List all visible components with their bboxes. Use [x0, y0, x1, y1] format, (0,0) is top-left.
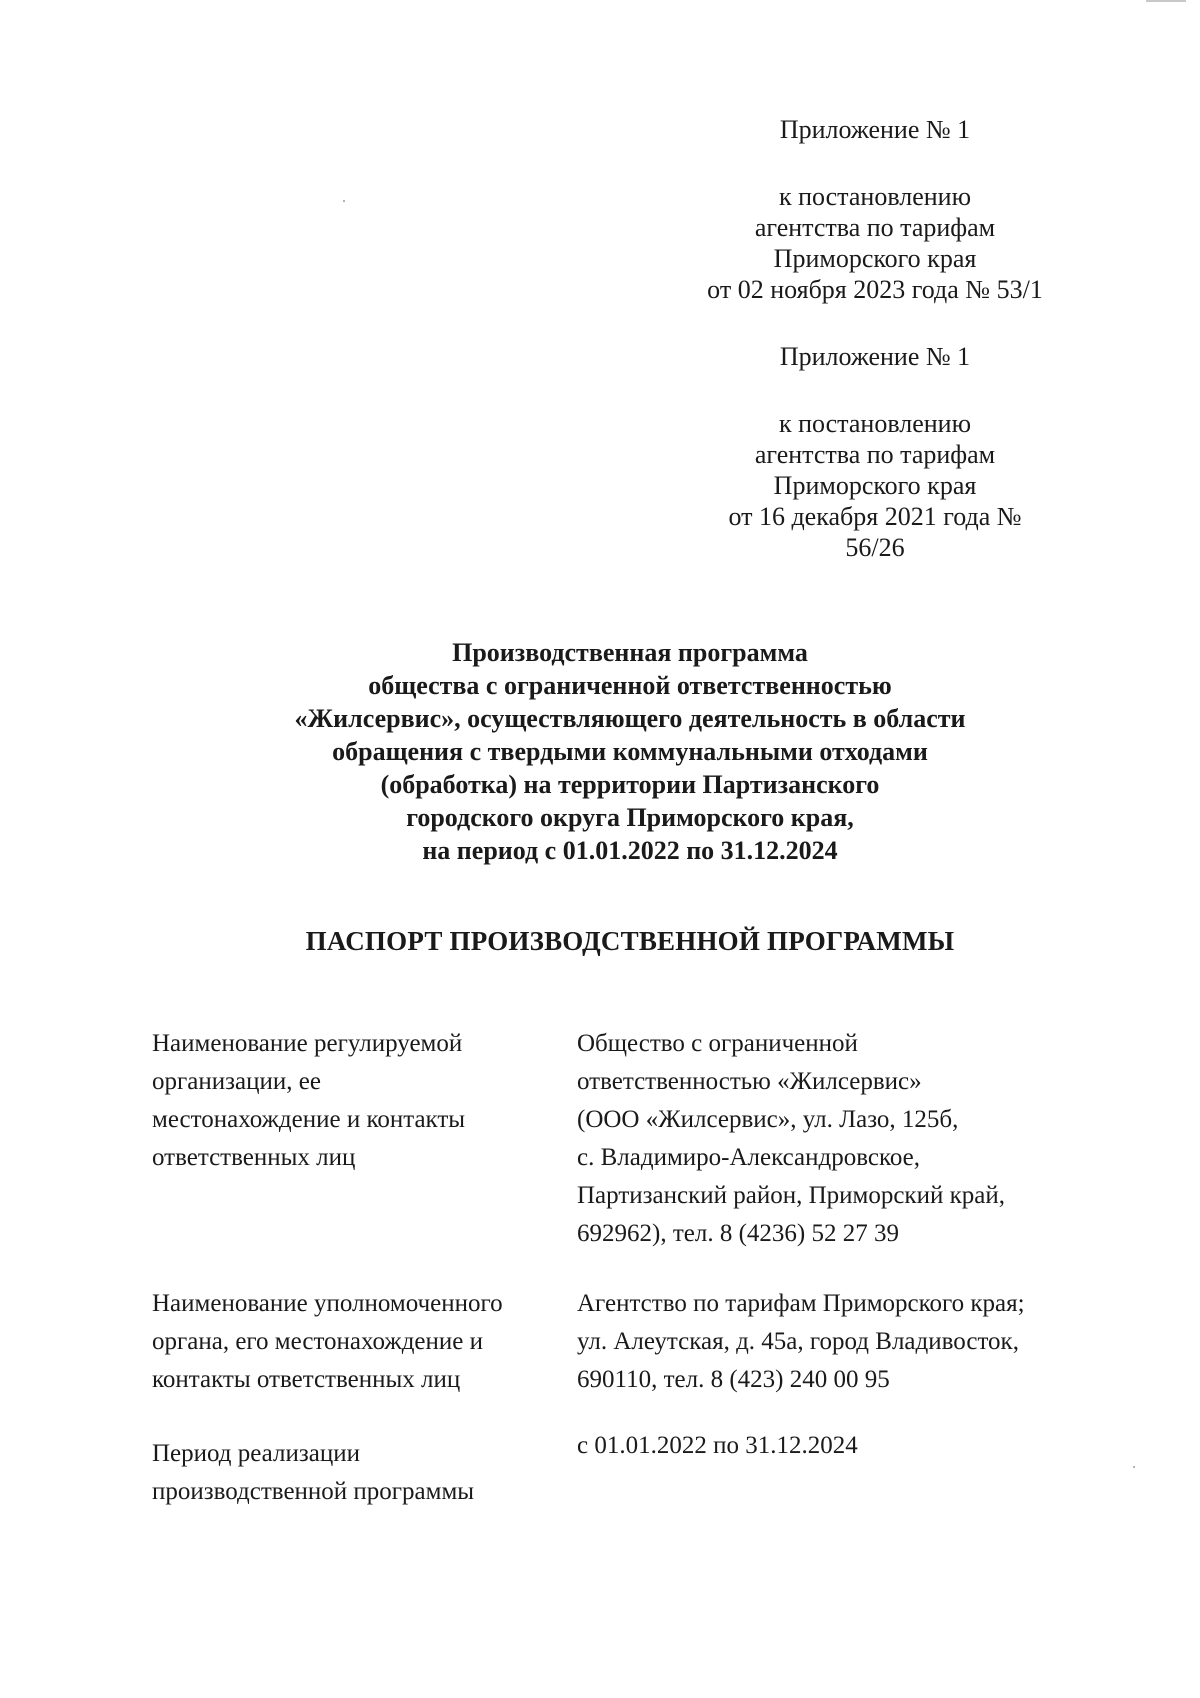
- label-line: Период реализации: [152, 1440, 360, 1467]
- program-title-line: обращения с твердыми коммунальными отходами: [332, 737, 928, 766]
- appendix-current-line2: агентства по тарифам: [754, 213, 996, 242]
- appendix-original-line3: Приморского края: [773, 471, 977, 500]
- value-line: с. Владимиро-Александровское,: [577, 1144, 920, 1171]
- value-line: Агентство по тарифам Приморского края;: [577, 1290, 1025, 1317]
- label-line: Наименование уполномоченного: [152, 1290, 503, 1317]
- program-title-line: городского округа Приморского края,: [406, 803, 854, 832]
- value-line: 692962), тел. 8 (4236) 52 27 39: [577, 1220, 899, 1247]
- appendix-current-line1: к постановлению: [778, 182, 972, 211]
- appendix-original-line1: к постановлению: [778, 409, 972, 438]
- label-line: местонахождение и контакты: [152, 1106, 466, 1133]
- value-line: Партизанский район, Приморский край,: [577, 1182, 1005, 1209]
- program-title-line: (обработка) на территории Партизанского: [380, 770, 880, 799]
- label-line: ответственных лиц: [152, 1144, 356, 1171]
- program-title-line: «Жилсервис», осуществляющего деятельность в области: [294, 704, 966, 733]
- program-title-line: общества с ограниченной ответственностью: [368, 671, 892, 700]
- appendix-current-line3: Приморского края: [773, 244, 977, 273]
- value-line: ул. Алеутская, д. 45а, город Владивосток,: [577, 1328, 1019, 1355]
- passport-heading: ПАСПОРТ ПРОИЗВОДСТВЕННОЙ ПРОГРАММЫ: [305, 926, 955, 956]
- passport-row-value-period: [577, 1427, 1117, 1465]
- appendix-original-line4: от 16 декабря 2021 года № 56/26: [728, 502, 1022, 562]
- program-title-line: Производственная программа: [452, 638, 808, 667]
- value-line: 690110, тел. 8 (423) 240 00 95: [577, 1366, 890, 1393]
- passport-row-value-authority: [577, 1285, 1117, 1399]
- passport-row-label-authority: [152, 1285, 552, 1399]
- label-line: органа, его местонахождение и: [152, 1328, 484, 1355]
- scan-speck: [343, 200, 345, 202]
- value-line: ответственностью «Жилсервис»: [577, 1068, 922, 1095]
- program-title-line: на период с 01.01.2022 по 31.12.2024: [422, 836, 838, 865]
- scan-edge-mark: [1146, 0, 1186, 2]
- label-line: производственной программы: [152, 1478, 475, 1505]
- label-line: контакты ответственных лиц: [152, 1366, 461, 1393]
- appendix-current-line4: от 02 ноября 2023 года № 53/1: [707, 275, 1043, 304]
- appendix-current-title: Приложение № 1: [779, 115, 971, 144]
- value-line: с 01.01.2022 по 31.12.2024: [577, 1432, 858, 1459]
- passport-row-label-organization: [152, 1025, 552, 1177]
- program-title: [210, 636, 1050, 867]
- passport-row-label-period: [152, 1435, 552, 1511]
- label-line: организации, ее: [152, 1068, 321, 1095]
- value-line: Общество с ограниченной: [577, 1030, 858, 1057]
- passport-row-value-organization: [577, 1025, 1117, 1253]
- appendix-original-line2: агентства по тарифам: [754, 440, 996, 469]
- value-line: (ООО «Жилсервис», ул. Лазо, 125б,: [577, 1106, 959, 1133]
- appendix-original-block: [690, 341, 1050, 563]
- scan-speck: [1133, 1466, 1135, 1468]
- label-line: Наименование регулируемой: [152, 1030, 463, 1057]
- appendix-current-block: [690, 114, 1050, 305]
- appendix-original-title: Приложение № 1: [779, 342, 971, 371]
